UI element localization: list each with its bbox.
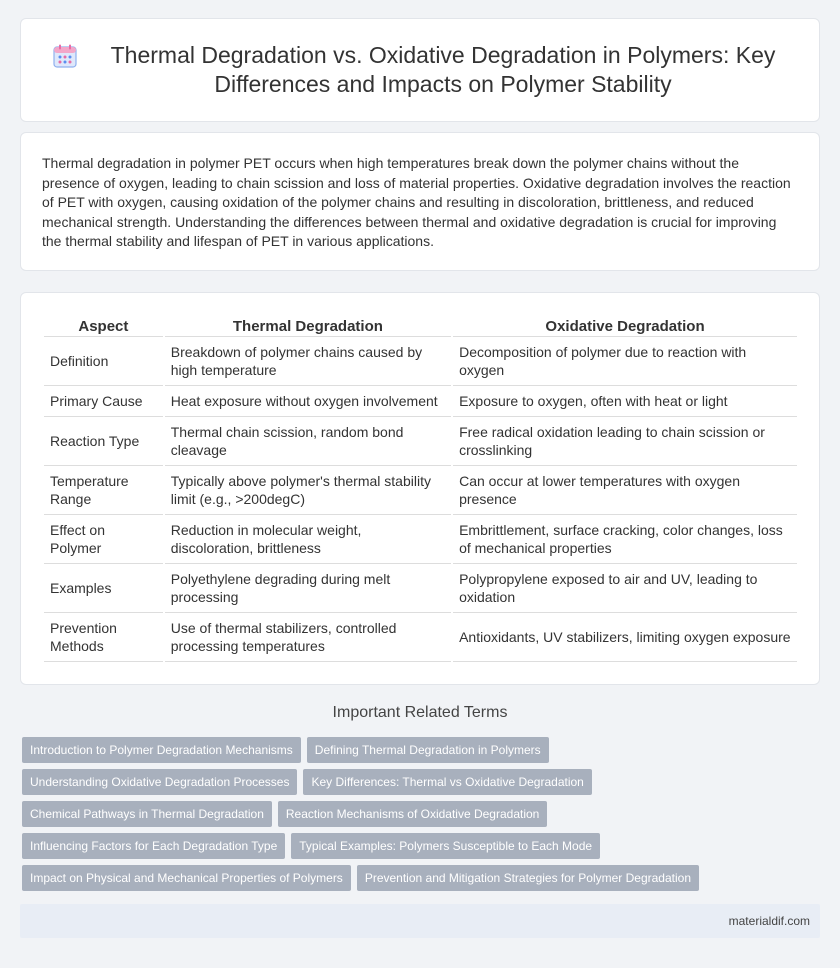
- related-term-tag[interactable]: Key Differences: Thermal vs Oxidative Degradation: [303, 769, 591, 795]
- row-aspect: Definition: [44, 337, 163, 386]
- table-row: [44, 564, 797, 613]
- related-term-tag[interactable]: Prevention and Mitigation Strategies for Polymer Degradation: [357, 865, 699, 891]
- related-terms-list: [22, 737, 822, 897]
- row-oxidative: Antioxidants, UV stabilizers, limiting oxygen exposure: [453, 613, 797, 662]
- row-oxidative: Embrittlement, surface cracking, color changes, loss of mechanical properties: [453, 515, 797, 564]
- related-term-tag[interactable]: Impact on Physical and Mechanical Properties of Polymers: [22, 865, 351, 891]
- row-aspect: Prevention Methods: [44, 613, 163, 662]
- related-term-tag[interactable]: Defining Thermal Degradation in Polymers: [307, 737, 549, 763]
- row-thermal: Heat exposure without oxygen involvement: [165, 386, 451, 417]
- related-term-tag[interactable]: Typical Examples: Polymers Susceptible to Each Mode: [291, 833, 600, 859]
- row-thermal: Polyethylene degrading during melt processing: [165, 564, 451, 613]
- comparison-card: [20, 292, 820, 685]
- row-aspect: Temperature Range: [44, 466, 163, 515]
- row-oxidative: Exposure to oxygen, often with heat or light: [453, 386, 797, 417]
- footer-site-link[interactable]: materialdif.com: [728, 914, 810, 928]
- table-row: [44, 337, 797, 386]
- row-thermal: Use of thermal stabilizers, controlled processing temperatures: [165, 613, 451, 662]
- intro-card: [20, 132, 820, 271]
- related-term-tag[interactable]: Understanding Oxidative Degradation Processes: [22, 769, 297, 795]
- related-terms-heading: Important Related Terms: [332, 704, 508, 721]
- table-row: [44, 515, 797, 564]
- row-thermal: Breakdown of polymer chains caused by high temperature: [165, 337, 451, 386]
- header-oxidative: Oxidative Degradation: [453, 315, 797, 337]
- related-term-tag[interactable]: Chemical Pathways in Thermal Degradation: [22, 801, 272, 827]
- table-row: [44, 417, 797, 466]
- table-row: [44, 386, 797, 417]
- row-aspect: Examples: [44, 564, 163, 613]
- title-card: [20, 18, 820, 122]
- row-aspect: Reaction Type: [44, 417, 163, 466]
- related-term-tag[interactable]: Influencing Factors for Each Degradation Type: [22, 833, 285, 859]
- calendar-grid-icon: [52, 43, 78, 69]
- page-title: Thermal Degradation vs. Oxidative Degradation in Polymers: Key Differences and Impacts on Polymer Stability: [110, 42, 776, 97]
- row-thermal: Thermal chain scission, random bond cleavage: [165, 417, 451, 466]
- comparison-table: [42, 315, 799, 662]
- row-oxidative: Can occur at lower temperatures with oxygen presence: [453, 466, 797, 515]
- row-oxidative: Polypropylene exposed to air and UV, leading to oxidation: [453, 564, 797, 613]
- row-aspect: Primary Cause: [44, 386, 163, 417]
- header-thermal: Thermal Degradation: [165, 315, 451, 337]
- row-aspect: Effect on Polymer: [44, 515, 163, 564]
- table-header-row: [44, 315, 797, 337]
- footer-bar: [20, 904, 820, 938]
- row-thermal: Typically above polymer's thermal stability limit (e.g., >200degC): [165, 466, 451, 515]
- intro-paragraph: Thermal degradation in polymer PET occurs when high temperatures break down the polymer chains without the presence of oxygen, leading to chain scission and loss of material properties. Oxidative degradation involves the reaction of PET with oxygen, causing oxidation of the polymer chains and resulting in discoloration, brittleness, and reduced mechanical strength. Understanding the differences between thermal and oxidative degradation is crucial for improving the thermal stability and lifespan of PET in various applications.: [42, 155, 791, 249]
- header-aspect: Aspect: [44, 315, 163, 337]
- row-oxidative: Decomposition of polymer due to reaction with oxygen: [453, 337, 797, 386]
- related-term-tag[interactable]: Reaction Mechanisms of Oxidative Degradation: [278, 801, 547, 827]
- table-row: [44, 613, 797, 662]
- related-term-tag[interactable]: Introduction to Polymer Degradation Mechanisms: [22, 737, 301, 763]
- row-oxidative: Free radical oxidation leading to chain scission or crosslinking: [453, 417, 797, 466]
- row-thermal: Reduction in molecular weight, discoloration, brittleness: [165, 515, 451, 564]
- table-row: [44, 466, 797, 515]
